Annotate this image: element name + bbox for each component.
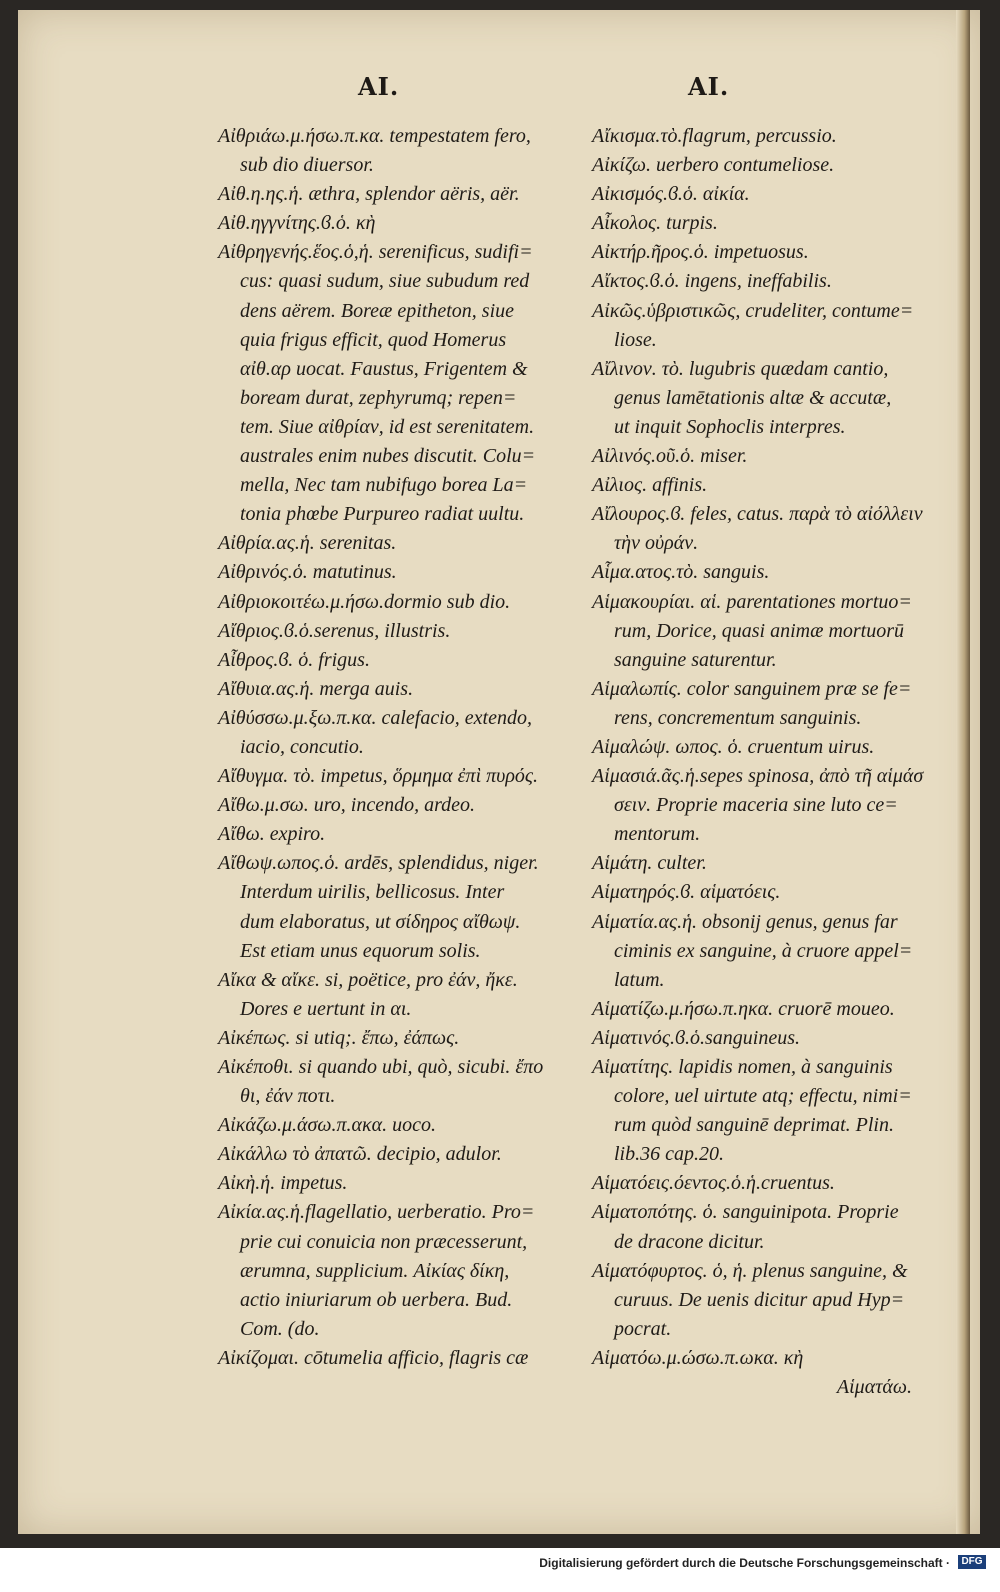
dictionary-line: Αἴθω.μ.σω. uro, incendo, ardeo. [218,794,476,817]
dfg-logo: DFG [958,1555,986,1569]
dictionary-line: ærumna, supplicium. Αἰκίας δίκη, [240,1259,510,1282]
dictionary-line: pocrat. [614,1317,672,1340]
dictionary-line: Αἱματάω. [836,1376,912,1399]
dictionary-line: Αἴκισμα.τὸ.flagrum, percussio. [592,125,837,147]
dictionary-line: tonia phœbe Purpureo radiat uultu. [240,503,525,526]
dictionary-line: prie cui conuicia non præcesserunt, [240,1230,528,1253]
dictionary-line: Αἱματοπότης. ὁ. sanguinipota. Proprie [592,1201,899,1224]
dictionary-line: rum, Dorice, quasi animæ mortuorū [614,619,905,642]
dictionary-line: Αἴλουρος.ϐ. feles, catus. παρὰ τὸ αἰόλλειν [592,503,923,526]
dictionary-line: Αἰθρινός.ὁ. matutinus. [218,561,397,584]
dictionary-line: Αἱματόφυρτος. ὁ, ἡ. plenus sanguine, & [592,1259,908,1282]
dictionary-line: Αἰκῶς.ὑβριστικῶς, crudeliter, contume= [592,299,914,322]
dictionary-line: lib.36 cap.20. [614,1143,724,1166]
footer-credit: Digitalisierung gefördert durch die Deutsche Forschungsgemeinschaft · [539,1556,950,1570]
dictionary-line: Αἶκολος. turpis. [592,212,718,235]
dictionary-line: Αἰθρηγενής.ἕος.ὁ,ἡ. serenificus, sudifi= [218,241,533,264]
dictionary-line: Αἰκτήρ.ῆρος.ὁ. impetuosus. [592,241,809,264]
dictionary-line: Αἴθριος.ϐ.ὁ.serenus, illustris. [218,619,451,642]
dictionary-line: ut inquit Sophoclis interpres. [614,415,846,438]
footer-bar [0,1548,1000,1592]
dictionary-line: Αἱμαλωπίς. color sanguinem præ se fe= [592,677,912,700]
dictionary-line: Αἱμακουρίαι. αἱ. parentationes mortuo= [592,590,912,613]
dictionary-line: Αἰθρία.ας.ἡ. serenitas. [218,532,397,555]
dictionary-line: Αἰθ.η.ης.ἡ. æthra, splendor aëris, aër. [218,183,520,206]
dictionary-line: Αἰκέπως. si utiq;. ἔπω, ἐάπως. [218,1026,460,1049]
dictionary-line: Αἶθρος.ϐ. ὁ. frigus. [218,648,370,671]
dictionary-line: Αἴθω. expiro. [218,823,326,846]
dictionary-line: Αἰκάζω.μ.άσω.π.ακα. uoco. [218,1114,436,1137]
dictionary-line: mentorum. [614,823,701,846]
dictionary-line: Αἱματίζω.μ.ήσω.π.ηκα. cruorē moueo. [592,997,895,1020]
dictionary-line: Αἴθυια.ας.ἡ. merga auis. [218,677,414,700]
dictionary-line: liose. [614,328,657,351]
dictionary-line: quia frigus efficit, quod Homerus [240,328,507,351]
dictionary-line: sanguine saturentur. [614,648,777,671]
dictionary-line: colore, uel uirtute atq; effectu, nimi= [614,1085,912,1108]
dictionary-line: Αἴκα & αἴκε. si, poëtice, pro ἐάν, ἤκε. [218,968,518,991]
dictionary-line: cus: quasi sudum, siue subudum red [240,270,530,293]
dictionary-line: ciminis ex sanguine, à cruore appel= [614,939,913,962]
dictionary-line: Dores e uertunt in αι. [240,997,412,1020]
dictionary-line: Αἰκία.ας.ἡ.flagellatio, uerberatio. Pro= [218,1201,535,1224]
left-column [218,122,578,1373]
dictionary-line: latum. [614,968,665,991]
dictionary-line: iacio, concutio. [240,735,364,758]
dictionary-line: genus lamētationis altæ & accutæ, [614,386,892,409]
dictionary-line: mella, Nec tam nubifugo borea La= [240,474,528,497]
dictionary-line: Αἱματίτης. lapidis nomen, à sanguinis [592,1056,893,1078]
running-head-left: AI. [358,72,400,101]
dictionary-line: Interdum uirilis, bellicosus. Inter [240,881,505,904]
dictionary-line: Est etiam unus equorum solis. [240,939,481,962]
dictionary-line: Αἱματία.ας.ἡ. obsonij genus, genus far [592,910,898,933]
dictionary-line: Αἰλιος. affinis. [592,474,708,497]
dictionary-line: τὴν οὐράν. [614,532,699,555]
dictionary-line: rens, concrementum sanguinis. [614,706,862,729]
running-head-right: AI. [688,72,730,101]
dictionary-line: curuus. De uenis dicitur apud Hyp= [614,1288,905,1311]
dictionary-line: Αἱμαλώψ. ωπος. ὁ. cruentum uirus. [592,735,875,758]
dictionary-line: Αἱμάτη. culter. [592,852,707,875]
dictionary-line: Αἰκίζω. uerbero contumeliose. [592,154,835,177]
dictionary-line: θι, ἐάν ποτι. [240,1085,336,1108]
dictionary-line: Αἰθύσσω.μ.ξω.π.κα. calefacio, extendo, [218,706,532,729]
dictionary-line: Αἴθυγμα. τὸ. impetus, ὅρμημα ἐπὶ πυρός. [218,765,539,788]
dictionary-line: Αἴθωψ.ωπος.ὁ. ardēs, splendidus, niger. [218,852,539,875]
dictionary-line: Αἰθριάω.μ.ήσω.π.κα. tempestatem fero, [218,125,531,147]
dictionary-line: boream durat, zephyrumq; repen= [240,386,517,409]
dictionary-line: Com. (do. [240,1317,320,1340]
dictionary-line: sub dio diuersor. [240,154,374,177]
dictionary-line: Αἱματόω.μ.ώσω.π.ωκα. κὴ [592,1346,804,1369]
dictionary-line: Αἱματηρός.ϐ. αἱματόεις. [592,881,781,904]
dictionary-line: Αἱματινός.ϐ.ὁ.sanguineus. [592,1026,800,1049]
page-gutter [956,10,970,1534]
right-column [592,122,952,1402]
dictionary-line: Αἷμα.ατος.τὸ. sanguis. [592,561,770,584]
dictionary-line: dum elaboratus, ut σίδηρος αἴθωψ. [240,910,521,933]
dictionary-line: rum quòd sanguinē deprimat. Plin. [614,1114,894,1137]
dictionary-line: Αἰκισμός.ϐ.ὁ. αἰκία. [592,183,750,206]
dictionary-line: dens aërem. Boreæ epitheton, siue [240,299,515,322]
dictionary-line: Αἰθριοκοιτέω.μ.ήσω.dormio sub dio. [218,590,511,613]
dictionary-line: Αἴκτος.ϐ.ὁ. ingens, ineffabilis. [592,270,832,293]
dictionary-line: tem. Siue αἰθρίαν, id est serenitatem. [240,415,535,438]
dictionary-line: Αἰκάλλω τὸ ἀπατῶ. decipio, adulor. [218,1143,502,1166]
dictionary-line: Αἰκίζομαι. cōtumelia afficio, flagris cæ [218,1346,529,1369]
dictionary-line: Αἰκέποθι. si quando ubi, quò, sicubi. ἔπο [218,1056,544,1078]
dictionary-line: Αἰκὴ.ἡ. impetus. [218,1172,348,1195]
dictionary-line: de dracone dicitur. [614,1230,765,1253]
dictionary-line: australes enim nubes discutit. Colu= [240,445,536,468]
dictionary-line: Αἰθ.ηγγνίτης.ϐ.ὁ. κὴ [218,212,376,235]
dictionary-line: Αἰλινός.οῦ.ὁ. miser. [592,445,748,468]
dictionary-line: actio iniuriarum ob uerbera. Bud. [240,1288,513,1311]
dictionary-line: Αἱματόεις.όεντος.ὁ.ἡ.cruentus. [592,1172,835,1195]
dictionary-line: Αἴλινον. τὸ. lugubris quædam cantio, [592,357,889,380]
dictionary-line: αἰθ.αρ uocat. Faustus, Frigentem & [240,357,528,380]
dictionary-line: Αἱμασιά.ᾶς.ἡ.sepes spinosa, ἀπὸ τῆ αἱμάσ [592,765,924,788]
dictionary-line: σειν. Proprie maceria sine luto ce= [614,794,898,817]
